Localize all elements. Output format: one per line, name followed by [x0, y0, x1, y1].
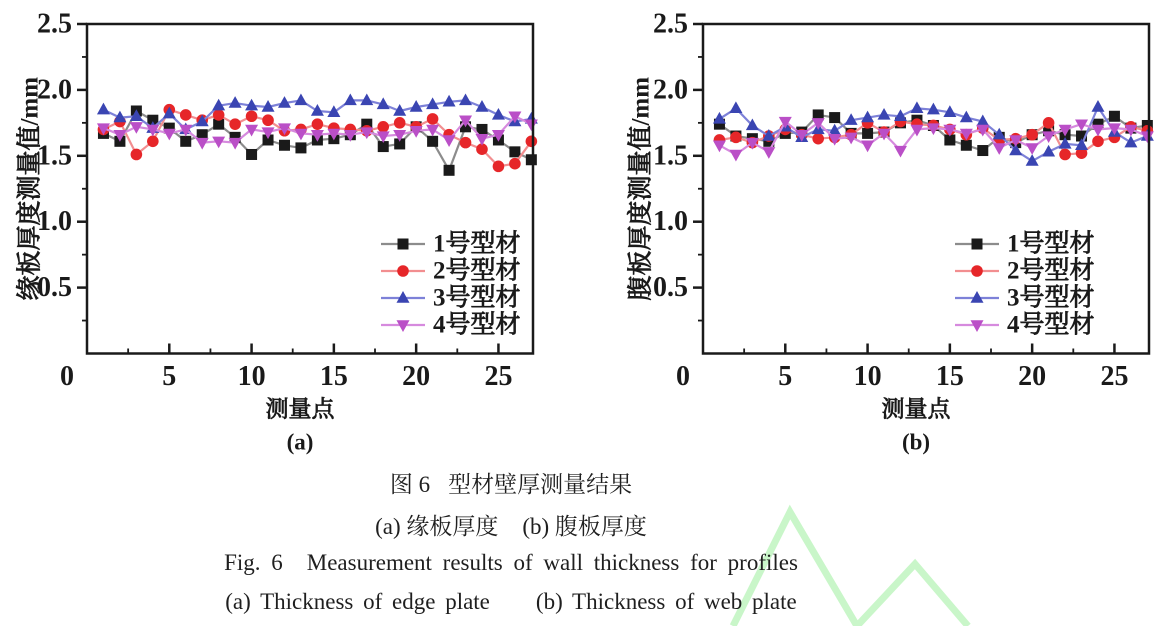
- y-tick-label: 0.5: [653, 272, 688, 304]
- legend-item-label: 3号型材: [433, 284, 521, 312]
- series-marker-2: [180, 109, 192, 121]
- y-tick-label: 2.5: [37, 8, 72, 40]
- caption-en-label: Fig. 6: [224, 550, 283, 575]
- series-marker-4: [475, 134, 488, 146]
- legend-item-label: 3号型材: [1007, 284, 1095, 312]
- x-axis-label: 测量点: [881, 396, 951, 422]
- series-marker-2: [427, 113, 439, 125]
- legend-item-label: 4号型材: [433, 311, 521, 339]
- series-marker-2: [1043, 117, 1055, 129]
- series-marker-1: [829, 112, 840, 123]
- series-marker-3: [1026, 154, 1039, 166]
- series-marker-2: [131, 149, 143, 161]
- y-axis-label: 腹板厚度测量值/mm: [627, 76, 655, 301]
- series-marker-4: [729, 150, 742, 162]
- legend-marker-4: [397, 320, 410, 332]
- series-marker-4: [196, 138, 209, 150]
- series-marker-4: [525, 119, 538, 131]
- x-tick-label: 10: [853, 361, 882, 392]
- series-marker-2: [460, 137, 472, 149]
- x-tick-label: 10: [237, 361, 266, 392]
- x-tick-label: 15: [935, 361, 964, 392]
- x-tick-label: 0: [676, 361, 690, 392]
- series-marker-3: [1091, 100, 1104, 112]
- series-marker-1: [427, 136, 438, 147]
- caption-cn-sub-b: (b) 腹板厚度: [522, 514, 647, 539]
- series-marker-2: [1059, 149, 1071, 161]
- series-marker-2: [1092, 136, 1104, 148]
- series-marker-2: [394, 117, 406, 129]
- series-marker-1: [977, 145, 988, 156]
- series-marker-3: [344, 93, 357, 105]
- x-tick-label: 20: [1018, 361, 1047, 392]
- y-tick-label: 2.5: [653, 8, 688, 40]
- y-tick-label: 1.5: [653, 140, 688, 172]
- chart-a: [15, 9, 538, 455]
- legend-item-label: 1号型材: [1007, 230, 1095, 258]
- series-marker-2: [246, 110, 258, 122]
- series-marker-3: [729, 101, 742, 113]
- series-marker-4: [713, 141, 726, 153]
- series-marker-1: [246, 149, 257, 160]
- series-marker-3: [294, 93, 307, 105]
- series-marker-2: [229, 118, 241, 130]
- series-marker-1: [1109, 111, 1120, 122]
- series-marker-1: [180, 136, 191, 147]
- series-marker-2: [730, 132, 742, 144]
- x-tick-label: 15: [319, 361, 348, 392]
- legend-item-label: 2号型材: [1007, 257, 1095, 285]
- legend-marker-2: [397, 265, 409, 277]
- series-marker-2: [147, 136, 159, 148]
- legend-marker-1: [398, 239, 409, 250]
- panel-label: (a): [286, 429, 314, 455]
- series-marker-1: [295, 142, 306, 153]
- caption-cn-label: 图 6: [389, 472, 431, 497]
- series-marker-2: [812, 133, 824, 145]
- series-marker-3: [910, 101, 923, 113]
- y-tick-label: 0.5: [37, 272, 72, 304]
- series-marker-1: [526, 154, 537, 165]
- y-axis-label: 缘板厚度测量值/mm: [16, 76, 44, 301]
- series-marker-4: [993, 143, 1006, 155]
- series-marker-3: [878, 108, 891, 120]
- x-tick-label: 0: [60, 361, 74, 392]
- series-marker-2: [1026, 129, 1038, 141]
- series-marker-1: [279, 140, 290, 151]
- series-marker-2: [493, 161, 505, 173]
- caption-en-sub-a: (a) Thickness of edge plate: [225, 589, 490, 614]
- caption-en-title: Measurement results of wall thickness for profiles: [306, 550, 798, 575]
- series-marker-3: [97, 103, 110, 115]
- series-marker-2: [509, 158, 521, 170]
- series-marker-2: [377, 121, 389, 133]
- series-marker-1: [444, 165, 455, 176]
- x-axis-label: 测量点: [265, 396, 335, 422]
- x-tick-label: 20: [402, 361, 431, 392]
- legend-item-label: 2号型材: [433, 257, 521, 285]
- caption-en-sub-b: (b) Thickness of web plate: [535, 589, 797, 614]
- y-tick-label: 1.0: [37, 206, 72, 238]
- series-marker-3: [713, 112, 726, 124]
- series-marker-4: [762, 147, 775, 159]
- series-marker-1: [509, 146, 520, 157]
- series-marker-2: [526, 136, 538, 148]
- chart-b: [626, 9, 1154, 455]
- watermark-zigzag: [733, 512, 968, 626]
- series-marker-3: [459, 93, 472, 105]
- legend: [955, 230, 1095, 339]
- legend-marker-4: [971, 320, 984, 332]
- series-marker-2: [312, 118, 324, 130]
- panel-label: (b): [901, 429, 931, 455]
- legend-marker-2: [971, 265, 983, 277]
- y-tick-label: 2.0: [653, 74, 688, 106]
- x-tick-label: 5: [162, 361, 177, 392]
- series-marker-4: [1026, 143, 1039, 155]
- series-marker-2: [262, 114, 274, 126]
- x-tick-label: 25: [484, 361, 513, 392]
- series-marker-4: [894, 146, 907, 158]
- series-marker-3: [360, 93, 373, 105]
- series-marker-1: [862, 128, 873, 139]
- x-tick-label: 5: [778, 361, 793, 392]
- y-tick-label: 2.0: [37, 74, 72, 106]
- series-marker-4: [861, 141, 874, 153]
- caption-cn-sub-a: (a) 缘板厚度: [375, 514, 499, 539]
- series-marker-4: [163, 129, 176, 141]
- legend-item-label: 1号型材: [433, 230, 521, 258]
- legend: [381, 230, 521, 339]
- x-tick-label: 25: [1100, 361, 1129, 392]
- y-tick-label: 1.5: [37, 140, 72, 172]
- legend-marker-3: [397, 291, 410, 303]
- legend-marker-3: [971, 291, 984, 303]
- series-marker-4: [1091, 125, 1104, 137]
- caption-cn-title: 型材壁厚测量结果: [448, 472, 633, 497]
- series-marker-1: [961, 140, 972, 151]
- legend-marker-1: [972, 239, 983, 250]
- legend-item-label: 4号型材: [1007, 311, 1095, 339]
- series-marker-4: [229, 138, 242, 150]
- y-tick-label: 1.0: [653, 206, 688, 238]
- series-marker-3: [311, 104, 324, 116]
- series-marker-4: [1042, 131, 1055, 143]
- series-marker-3: [229, 96, 242, 108]
- series-marker-4: [443, 135, 456, 147]
